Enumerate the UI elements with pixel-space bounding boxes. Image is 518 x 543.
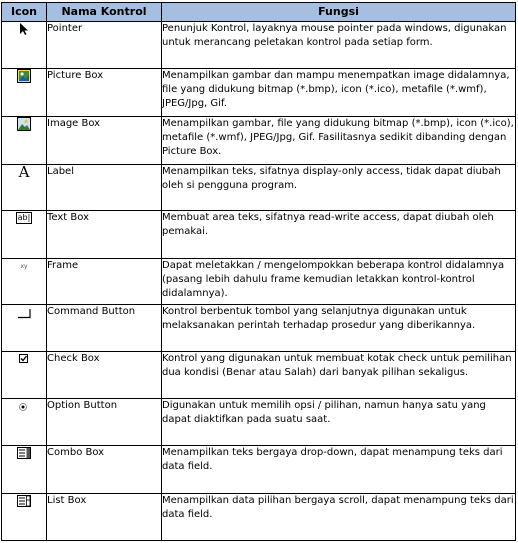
control-name: Label	[47, 165, 162, 211]
control-function: Menampilkan teks, sifatnya display-only access, tidak dapat diubah oleh si pengguna program.	[162, 165, 516, 211]
control-function: Menampilkan gambar, file yang didukung bitmap (*.bmp), icon (*.ico), metafile (*.wmf), JPEG/Jpg, Gif. Fasilitasnya sedikit dibanding dengan Picture Box.	[162, 117, 516, 165]
control-name: Combo Box	[47, 446, 162, 494]
header-row	[2, 3, 516, 22]
control-name: Picture Box	[47, 69, 162, 117]
table-row	[2, 211, 516, 259]
control-name: List Box	[47, 494, 162, 541]
icon-cell	[2, 305, 47, 352]
table-row	[2, 259, 516, 305]
control-function: Menampilkan gambar dan mampu menempatkan image didalamnya, file yang didukung bitmap (*.bmp), icon (*.ico), metafile (*.wmf), JPEG/Jpg, Gif.	[162, 69, 516, 117]
control-function: Membuat area teks, sifatnya read-write access, dapat diubah oleh pemakai.	[162, 211, 516, 259]
icon-cell	[2, 22, 47, 69]
control-function: Menampilkan data pilihan bergaya scroll, dapat menampung teks dari data field.	[162, 494, 516, 541]
icon-cell	[2, 259, 47, 305]
control-name: Command Button	[47, 305, 162, 352]
combo-box-icon	[17, 446, 31, 460]
icon-cell	[2, 211, 47, 259]
pointer-icon	[17, 22, 31, 36]
header-icon: Icon	[2, 3, 47, 22]
list-box-icon	[17, 494, 31, 508]
control-name: Image Box	[47, 117, 162, 165]
icon-cell	[2, 352, 47, 399]
table-row	[2, 22, 516, 69]
option-button-icon	[17, 399, 31, 413]
control-name: Frame	[47, 259, 162, 305]
label-icon: A	[18, 163, 30, 181]
icon-cell	[2, 494, 47, 541]
control-function: Penunjuk Kontrol, layaknya mouse pointer pada windows, digunakan untuk merancang peletakan kontrol pada setiap form.	[162, 22, 516, 69]
icon-cell	[2, 165, 47, 211]
control-function: Dapat meletakkan / mengelompokkan beberapa kontrol didalamnya (pasang lebih dahulu frame kemudian letakkan kontrol-kontrol didalamnya).	[162, 259, 516, 305]
control-name: Pointer	[47, 22, 162, 69]
table-row	[2, 305, 516, 352]
control-function: Menampilkan teks bergaya drop-down, dapat menampung teks dari data field.	[162, 446, 516, 494]
table-row	[2, 352, 516, 399]
icon-cell	[2, 69, 47, 117]
image-box-icon	[17, 117, 31, 131]
header-function: Fungsi	[162, 3, 516, 22]
table-row	[2, 446, 516, 494]
control-name: Option Button	[47, 399, 162, 446]
control-name: Text Box	[47, 211, 162, 259]
icon-cell	[2, 117, 47, 165]
picture-box-icon	[17, 69, 31, 83]
table-row	[2, 165, 516, 211]
control-function: Digunakan untuk memilih opsi / pilihan, namun hanya satu yang dapat diaktifkan pada suatu saat.	[162, 399, 516, 446]
frame-icon: xy	[20, 263, 28, 270]
icon-cell	[2, 399, 47, 446]
command-button-icon	[17, 305, 31, 319]
icon-cell	[2, 446, 47, 494]
table-row	[2, 399, 516, 446]
header-name: Nama Kontrol	[47, 3, 162, 22]
control-name: Check Box	[47, 352, 162, 399]
table-row	[2, 494, 516, 541]
check-box-icon	[17, 352, 31, 366]
controls-table	[1, 2, 516, 541]
text-box-icon: ab|	[17, 213, 31, 222]
table-row	[2, 69, 516, 117]
table-row	[2, 117, 516, 165]
control-function: Kontrol berbentuk tombol yang selanjutnya digunakan untuk melaksanakan perintah terhadap prosedur yang diberikannya.	[162, 305, 516, 352]
control-function: Kontrol yang digunakan untuk membuat kotak check untuk pemilihan dua kondisi (Benar atau Salah) dari banyak pilihan sekaligus.	[162, 352, 516, 399]
